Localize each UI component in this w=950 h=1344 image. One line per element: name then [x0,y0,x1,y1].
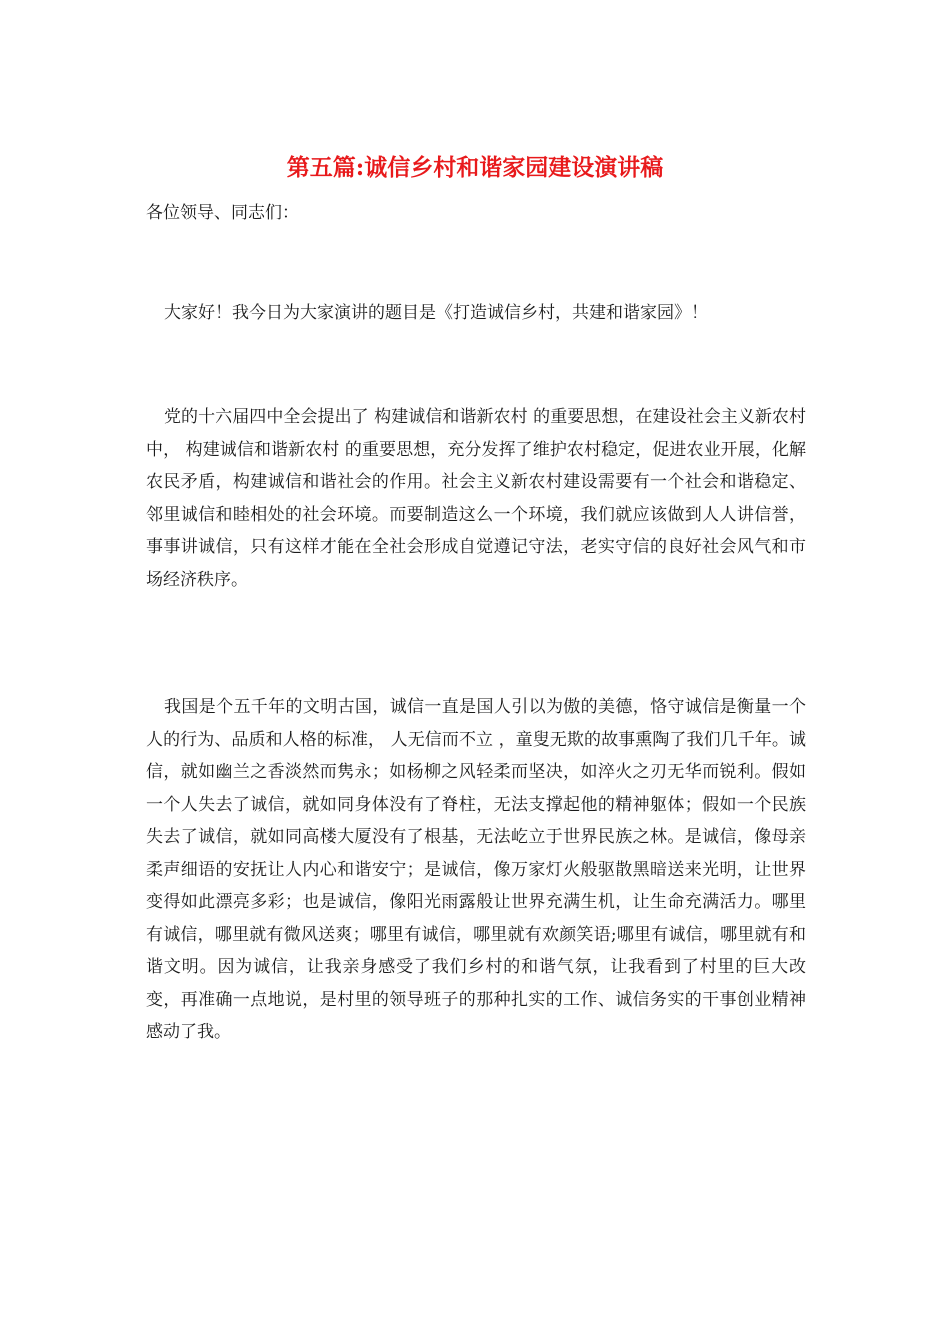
paragraph-integrity-tradition: 我国是个五千年的文明古国，诚信一直是国人引以为傲的美德，恪守诚信是衡量一个人的行为、品质和人格的标准， 人无信而不立 ，童叟无欺的故事熏陶了我们几千年。诚信，就如幽兰之香淡然而隽永；如杨柳之风轻柔而坚决，如淬火之刃无华而锐利。假如一个人失去了诚信，就如同身体没有了脊柱，无法支撑起他的精神躯体；假如一个民族失去了诚信，就如同高楼大厦没有了根基，无法屹立于世界民族之林。是诚信，像母亲柔声细语的安抚让人内心和谐安宁；是诚信，像万家灯火般驱散黑暗送来光明，让世界变得如此漂亮多彩；也是诚信，像阳光雨露般让世界充满生机，让生命充满活力。哪里有诚信，哪里就有微风送爽；哪里有诚信，哪里就有欢颜笑语;哪里有诚信，哪里就有和谐文明。因为诚信，让我亲身感受了我们乡村的和谐气氛，让我看到了村里的巨大改变，再准确一点地说，是村里的领导班子的那种扎实的工作、诚信务实的干事创业精神感动了我。 [146,697,806,1042]
document-title: 第五篇:诚信乡村和谐家园建设演讲稿 [286,154,664,181]
paragraph-greeting: 大家好！我今日为大家演讲的题目是《打造诚信乡村，共建和谐家园》！ [164,303,708,323]
salutation: 各位领导、同志们： [146,203,299,223]
paragraph-party-policy: 党的十六届四中全会提出了 构建诚信和谐新农村 的重要思想，在建设社会主义新农村中， 构建诚信和谐新农村 的重要思想，充分发挥了维护农村稳定，促进农业开展，化解农民矛盾，构建诚信和谐社会的作用。社会主义新农村建设需要有一个社会和谐稳定、邻里诚信和睦相处的社会环境。而要制造这么一个环境，我们就应该做到人人讲信誉，事事讲诚信，只有这样才能在全社会形成自觉遵记守法，老实守信的良好社会风气和市场经济秩序。 [146,407,806,590]
